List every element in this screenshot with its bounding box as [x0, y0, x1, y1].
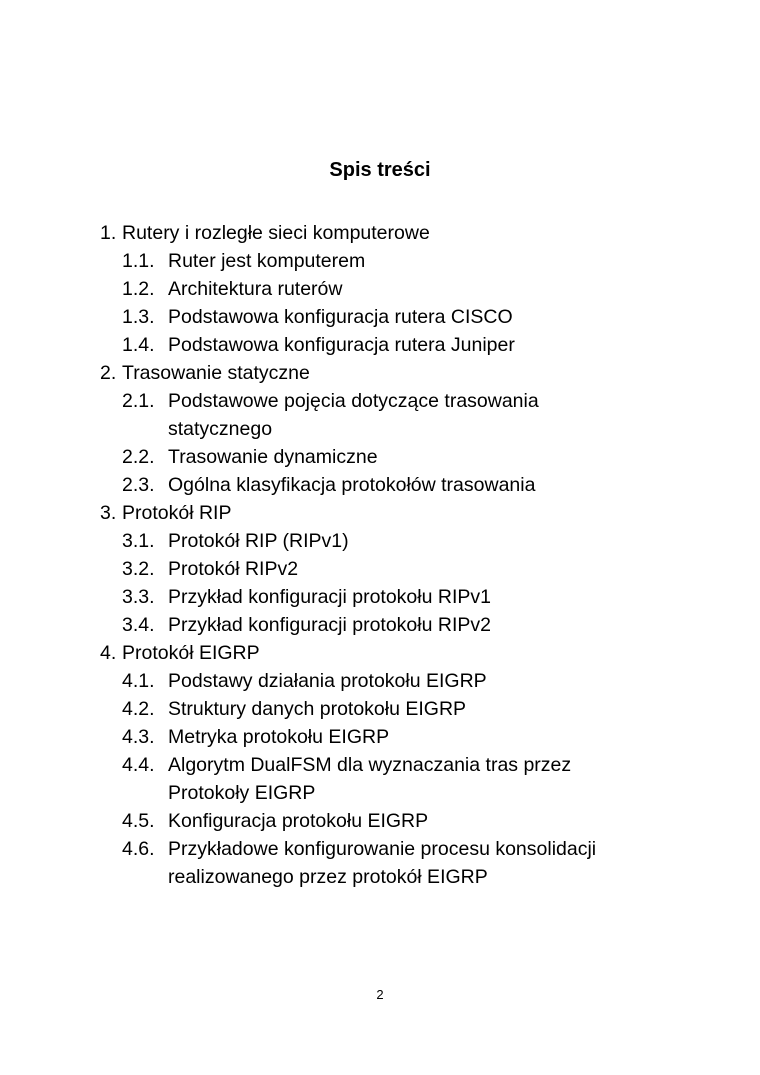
toc-section-title: Przykładowe konfigurowanie procesu konsolidacji [168, 838, 597, 860]
toc-section [0, 387, 760, 415]
toc-section [0, 555, 760, 583]
toc-section [0, 527, 760, 555]
toc-chapter [0, 359, 760, 387]
toc-section [0, 807, 760, 835]
toc-section-number: 1.3. [122, 306, 155, 328]
toc-section [0, 835, 760, 863]
toc-section-number: 1.2. [122, 278, 155, 300]
toc-section-title: Protokół RIP (RIPv1) [168, 530, 349, 552]
toc-section-title: Algorytm DualFSM dla wyznaczania tras przez [168, 754, 572, 776]
toc-section-title: Przykład konfiguracji protokołu RIPv1 [168, 586, 491, 608]
toc-section-title: Podstawowa konfiguracja rutera CISCO [168, 306, 513, 328]
toc-section [0, 611, 760, 639]
toc-chapter-title: Protokół RIP [122, 502, 232, 524]
toc-chapter-number: 1. [100, 222, 117, 244]
toc-section-title: Trasowanie dynamiczne [168, 446, 378, 468]
toc-section [0, 247, 760, 275]
toc-section-number: 4.3. [122, 726, 155, 748]
toc-section-number: 1.4. [122, 334, 155, 356]
toc-section-title: Podstawy działania protokołu EIGRP [168, 670, 487, 692]
toc-section-title: Protokół RIPv2 [168, 558, 299, 580]
toc-title: Spis treści [329, 159, 431, 181]
toc-section [0, 751, 760, 779]
toc-chapter-title: Rutery i rozległe sieci komputerowe [122, 222, 430, 244]
toc-section [0, 275, 760, 303]
toc-section-number: 3.1. [122, 530, 155, 552]
page-number: 2 [376, 987, 384, 1002]
toc-section-number: 4.4. [122, 754, 155, 776]
toc-chapter [0, 219, 760, 247]
toc-chapter-number: 4. [100, 642, 117, 664]
toc-section-title: Struktury danych protokołu EIGRP [168, 698, 467, 720]
toc-section [0, 303, 760, 331]
toc-section [0, 723, 760, 751]
toc-section [0, 667, 760, 695]
toc-chapter-number: 3. [100, 502, 117, 524]
toc-chapter [0, 499, 760, 527]
toc-section-title: Metryka protokołu EIGRP [168, 726, 390, 748]
toc-section [0, 331, 760, 359]
toc-chapter-title: Trasowanie statyczne [122, 362, 310, 384]
toc-section-title: Przykład konfiguracji protokołu RIPv2 [168, 614, 491, 636]
toc-section-number: 4.6. [122, 838, 155, 860]
toc-section-number: 1.1. [122, 250, 155, 272]
toc-section-number: 3.4. [122, 614, 155, 636]
toc-section-number: 4.2. [122, 698, 155, 720]
toc-section-number: 2.1. [122, 390, 155, 412]
toc-section-title-cont: realizowanego przez protokół EIGRP [168, 866, 488, 888]
toc-section-title-cont: statycznego [168, 418, 273, 440]
toc-section-number: 4.1. [122, 670, 155, 692]
toc-section-number: 3.3. [122, 586, 155, 608]
toc-section-number: 3.2. [122, 558, 155, 580]
toc-section-title: Podstawowe pojęcia dotyczące trasowania [168, 390, 539, 412]
toc-section [0, 471, 760, 499]
toc-section-title-cont: Protokoły EIGRP [168, 782, 316, 804]
toc-section [0, 695, 760, 723]
toc-chapter-number: 2. [100, 362, 117, 384]
toc-section-continuation [0, 779, 760, 807]
toc-section-title: Ogólna klasyfikacja protokołów trasowania [168, 474, 536, 496]
toc-section-title: Konfiguracja protokołu EIGRP [168, 810, 429, 832]
toc-section [0, 583, 760, 611]
toc-section-continuation [0, 415, 760, 443]
toc-section-title: Podstawowa konfiguracja rutera Juniper [168, 334, 515, 356]
toc-chapter-title: Protokół EIGRP [122, 642, 260, 664]
toc-section-number: 2.2. [122, 446, 155, 468]
toc-chapter [0, 639, 760, 667]
toc-section-continuation [0, 863, 760, 891]
toc-section-number: 2.3. [122, 474, 155, 496]
table-of-contents [0, 219, 760, 891]
toc-section-number: 4.5. [122, 810, 155, 832]
toc-section-title: Architektura ruterów [168, 278, 343, 300]
toc-section-title: Ruter jest komputerem [168, 250, 366, 272]
toc-section [0, 443, 760, 471]
